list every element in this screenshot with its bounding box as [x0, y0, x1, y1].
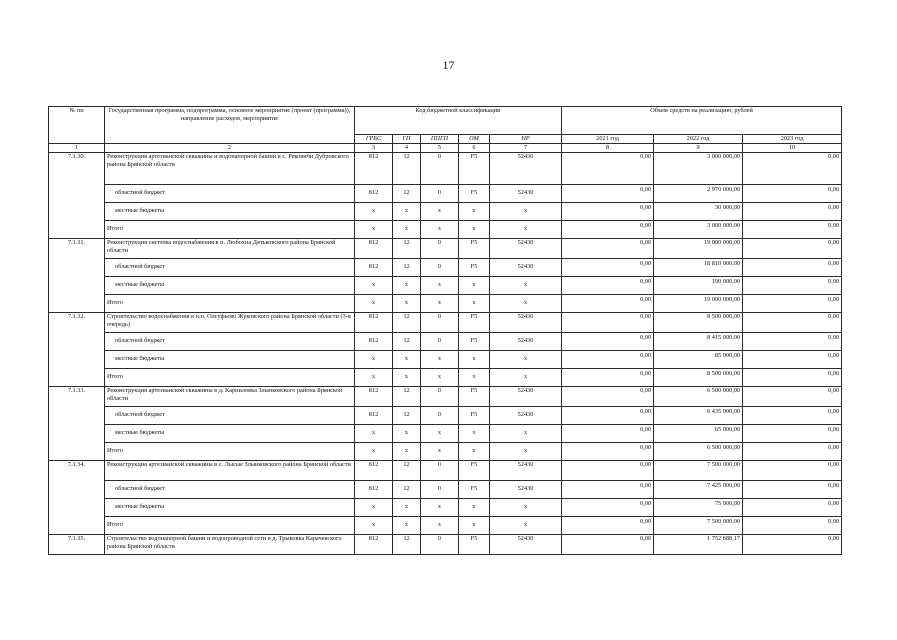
om-cell: F5	[459, 386, 490, 406]
amount-2022-cell: 19 000 000,00	[654, 294, 743, 312]
table-row-main	[49, 312, 842, 332]
grbs-cell: x	[355, 498, 393, 516]
amount-2021-cell: 0,00	[562, 480, 654, 498]
grbs-cell: x	[355, 294, 393, 312]
item-name: местные бюджеты	[105, 276, 355, 294]
item-name: местные бюджеты	[105, 424, 355, 442]
amount-2023-cell: 0,00	[743, 202, 842, 220]
amount-2022-cell: 7 425 000,00	[654, 480, 743, 498]
item-name: областной бюджет	[105, 480, 355, 498]
gp-cell: x	[393, 498, 421, 516]
amount-2021-cell: 0,00	[562, 184, 654, 202]
om-cell: x	[459, 202, 490, 220]
header-nr: НР	[490, 135, 562, 144]
amount-2022-cell: 65 000,00	[654, 424, 743, 442]
ppgp-cell: 0	[421, 386, 459, 406]
amount-2022-cell: 6 500 000,00	[654, 442, 743, 460]
nr-cell: x	[490, 368, 562, 386]
column-number: 10	[743, 144, 842, 153]
item-number: 7.1.31.	[49, 238, 105, 312]
grbs-cell: x	[355, 442, 393, 460]
om-cell: x	[459, 368, 490, 386]
ppgp-cell: 0	[421, 238, 459, 258]
item-name: Строительство водонапорной башни и водопроводной сети в д. Трыковка Карачевского района Брянской области	[105, 534, 355, 554]
om-cell: x	[459, 424, 490, 442]
item-name: областной бюджет	[105, 184, 355, 202]
amount-2021-cell: 0,00	[562, 368, 654, 386]
grbs-cell: x	[355, 516, 393, 534]
column-number: 9	[654, 144, 743, 153]
header-year-2022: 2022 год	[654, 135, 743, 144]
ppgp-cell: x	[421, 442, 459, 460]
gp-cell: x	[393, 350, 421, 368]
amount-2021-cell: 0,00	[562, 294, 654, 312]
table-row-sub	[49, 516, 842, 534]
table-row-sub	[49, 406, 842, 424]
header-col-name: Государственная программа, подпрограмма, основное мероприятие (проект (программа)), направление расходов, мероприятие	[105, 107, 355, 144]
om-cell: F5	[459, 406, 490, 424]
grbs-cell: 812	[355, 406, 393, 424]
grbs-cell: 812	[355, 332, 393, 350]
om-cell: x	[459, 516, 490, 534]
column-number: 1	[49, 144, 105, 153]
nr-cell: 52430	[490, 184, 562, 202]
nr-cell: x	[490, 294, 562, 312]
nr-cell: x	[490, 350, 562, 368]
gp-cell: 12	[393, 152, 421, 184]
amount-2023-cell: 0,00	[743, 368, 842, 386]
grbs-cell: 812	[355, 184, 393, 202]
gp-cell: x	[393, 294, 421, 312]
grbs-cell: 812	[355, 534, 393, 554]
header-code-group: Код бюджетной классификации	[355, 107, 562, 135]
item-name: Реконструкция системы водоснабжения в п. Любохна Дятьковского района Брянской области	[105, 238, 355, 258]
grbs-cell: 812	[355, 258, 393, 276]
table-row-sub	[49, 294, 842, 312]
amount-2022-cell: 6 500 000,00	[654, 386, 743, 406]
amount-2023-cell: 0,00	[743, 460, 842, 480]
gp-cell: 12	[393, 184, 421, 202]
amount-2021-cell: 0,00	[562, 442, 654, 460]
ppgp-cell: x	[421, 424, 459, 442]
item-number: 7.1.30.	[49, 152, 105, 238]
amount-2023-cell: 0,00	[743, 442, 842, 460]
grbs-cell: 812	[355, 460, 393, 480]
om-cell: x	[459, 498, 490, 516]
item-name: Реконструкция артезианской скважины и водонапорной башни в с. Рековичи Дубровского района Брянской области	[105, 152, 355, 184]
nr-cell: 52430	[490, 386, 562, 406]
nr-cell: x	[490, 424, 562, 442]
amount-2022-cell: 18 810 000,00	[654, 258, 743, 276]
amount-2023-cell: 0,00	[743, 184, 842, 202]
column-number: 4	[393, 144, 421, 153]
amount-2021-cell: 0,00	[562, 350, 654, 368]
table-row-sub	[49, 220, 842, 238]
amount-2021-cell: 0,00	[562, 202, 654, 220]
ppgp-cell: 0	[421, 332, 459, 350]
amount-2023-cell: 0,00	[743, 220, 842, 238]
page-number: 17	[442, 58, 455, 72]
amount-2023-cell: 0,00	[743, 424, 842, 442]
grbs-cell: 812	[355, 386, 393, 406]
ppgp-cell: x	[421, 368, 459, 386]
item-name: Итого	[105, 442, 355, 460]
gp-cell: 12	[393, 258, 421, 276]
table-row-sub	[49, 202, 842, 220]
gp-cell: x	[393, 220, 421, 238]
column-number: 2	[105, 144, 355, 153]
table-row-sub	[49, 498, 842, 516]
nr-cell: 52430	[490, 238, 562, 258]
nr-cell: x	[490, 276, 562, 294]
grbs-cell: 812	[355, 152, 393, 184]
gp-cell: 12	[393, 312, 421, 332]
nr-cell: x	[490, 220, 562, 238]
ppgp-cell: x	[421, 276, 459, 294]
nr-cell: 52430	[490, 258, 562, 276]
table-row-main	[49, 386, 842, 406]
column-number-row	[49, 144, 842, 153]
om-cell: x	[459, 350, 490, 368]
column-number: 6	[459, 144, 490, 153]
amount-2022-cell: 30 000,00	[654, 202, 743, 220]
nr-cell: 52430	[490, 312, 562, 332]
om-cell: x	[459, 294, 490, 312]
ppgp-cell: 0	[421, 312, 459, 332]
item-number: 7.1.34.	[49, 460, 105, 534]
om-cell: F5	[459, 332, 490, 350]
ppgp-cell: 0	[421, 258, 459, 276]
grbs-cell: x	[355, 276, 393, 294]
grbs-cell: 812	[355, 238, 393, 258]
item-number: 7.1.35.	[49, 534, 105, 554]
amount-2022-cell: 6 435 000,00	[654, 406, 743, 424]
ppgp-cell: x	[421, 220, 459, 238]
gp-cell: x	[393, 516, 421, 534]
ppgp-cell: x	[421, 202, 459, 220]
amount-2023-cell: 0,00	[743, 350, 842, 368]
amount-2023-cell: 0,00	[743, 498, 842, 516]
table-row-sub	[49, 442, 842, 460]
amount-2021-cell: 0,00	[562, 152, 654, 184]
table-row-sub	[49, 424, 842, 442]
amount-2021-cell: 0,00	[562, 276, 654, 294]
item-name: областной бюджет	[105, 406, 355, 424]
nr-cell: x	[490, 498, 562, 516]
amount-2023-cell: 0,00	[743, 238, 842, 258]
grbs-cell: x	[355, 220, 393, 238]
amount-2023-cell: 0,00	[743, 534, 842, 554]
ppgp-cell: x	[421, 516, 459, 534]
amount-2022-cell: 8 500 000,00	[654, 312, 743, 332]
amount-2022-cell: 75 000,00	[654, 498, 743, 516]
table-row-sub	[49, 258, 842, 276]
header-col-number: № пп	[49, 107, 105, 144]
gp-cell: 12	[393, 406, 421, 424]
amount-2022-cell: 8 500 000,00	[654, 368, 743, 386]
gp-cell: 12	[393, 480, 421, 498]
amount-2021-cell: 0,00	[562, 534, 654, 554]
table-row-sub	[49, 184, 842, 202]
gp-cell: 12	[393, 332, 421, 350]
nr-cell: 52430	[490, 152, 562, 184]
ppgp-cell: x	[421, 294, 459, 312]
amount-2022-cell: 190 000,00	[654, 276, 743, 294]
amount-2023-cell: 0,00	[743, 312, 842, 332]
header-gp: ГП	[393, 135, 421, 144]
amount-2022-cell: 3 000 000,00	[654, 152, 743, 184]
item-name: Итого	[105, 294, 355, 312]
amount-2023-cell: 0,00	[743, 480, 842, 498]
column-number: 3	[355, 144, 393, 153]
ppgp-cell: 0	[421, 460, 459, 480]
amount-2021-cell: 0,00	[562, 220, 654, 238]
amount-2022-cell: 8 415 000,00	[654, 332, 743, 350]
grbs-cell: 812	[355, 312, 393, 332]
table-row-main	[49, 152, 842, 184]
amount-2021-cell: 0,00	[562, 312, 654, 332]
amount-2023-cell: 0,00	[743, 258, 842, 276]
amount-2023-cell: 0,00	[743, 332, 842, 350]
table-row-sub	[49, 276, 842, 294]
column-number: 7	[490, 144, 562, 153]
amount-2022-cell: 7 500 000,00	[654, 516, 743, 534]
item-name: Реконструкция артезианской скважины в д. Карпиловка Злынковского района Брянской области	[105, 386, 355, 406]
om-cell: x	[459, 442, 490, 460]
amount-2023-cell: 0,00	[743, 152, 842, 184]
gp-cell: x	[393, 202, 421, 220]
item-number: 7.1.32.	[49, 312, 105, 386]
amount-2021-cell: 0,00	[562, 516, 654, 534]
om-cell: x	[459, 276, 490, 294]
om-cell: F5	[459, 184, 490, 202]
ppgp-cell: x	[421, 350, 459, 368]
gp-cell: x	[393, 368, 421, 386]
amount-2022-cell: 19 000 000,00	[654, 238, 743, 258]
ppgp-cell: 0	[421, 406, 459, 424]
table-row-main	[49, 460, 842, 480]
item-number: 7.1.33.	[49, 386, 105, 460]
item-name: Итого	[105, 368, 355, 386]
item-name: местные бюджеты	[105, 498, 355, 516]
grbs-cell: x	[355, 350, 393, 368]
ppgp-cell: 0	[421, 152, 459, 184]
amount-2023-cell: 0,00	[743, 386, 842, 406]
grbs-cell: 812	[355, 480, 393, 498]
om-cell: F5	[459, 480, 490, 498]
amount-2023-cell: 0,00	[743, 406, 842, 424]
amount-2021-cell: 0,00	[562, 424, 654, 442]
item-name: областной бюджет	[105, 258, 355, 276]
amount-2022-cell: 2 970 000,00	[654, 184, 743, 202]
gp-cell: 12	[393, 386, 421, 406]
om-cell: F5	[459, 258, 490, 276]
table-row-sub	[49, 350, 842, 368]
amount-2021-cell: 0,00	[562, 460, 654, 480]
om-cell: F5	[459, 152, 490, 184]
nr-cell: 52430	[490, 480, 562, 498]
ppgp-cell: 0	[421, 184, 459, 202]
header-row	[49, 107, 842, 135]
table-row-sub	[49, 332, 842, 350]
amount-2021-cell: 0,00	[562, 258, 654, 276]
gp-cell: 12	[393, 238, 421, 258]
nr-cell: x	[490, 202, 562, 220]
amount-2021-cell: 0,00	[562, 386, 654, 406]
amount-2022-cell: 1 752 688,17	[654, 534, 743, 554]
amount-2023-cell: 0,00	[743, 276, 842, 294]
om-cell: F5	[459, 534, 490, 554]
header-year-2023: 2023 год	[743, 135, 842, 144]
ppgp-cell: 0	[421, 480, 459, 498]
nr-cell: 52430	[490, 460, 562, 480]
om-cell: x	[459, 220, 490, 238]
table-row-sub	[49, 480, 842, 498]
om-cell: F5	[459, 238, 490, 258]
item-name: местные бюджеты	[105, 350, 355, 368]
nr-cell: 52430	[490, 534, 562, 554]
table-row-main	[49, 238, 842, 258]
ppgp-cell: x	[421, 498, 459, 516]
header-grbs: ГРБС	[355, 135, 393, 144]
header-funds-group: Объем средств на реализацию, рублей	[562, 107, 842, 135]
nr-cell: 52430	[490, 406, 562, 424]
item-name: Строительство водоснабжения в н.п. Олсуфьево Жуковского района Брянской области (3-я очередь)	[105, 312, 355, 332]
gp-cell: 12	[393, 534, 421, 554]
item-name: Итого	[105, 220, 355, 238]
header-year-2021: 2021 год	[562, 135, 654, 144]
amount-2022-cell: 3 000 000,00	[654, 220, 743, 238]
amount-2023-cell: 0,00	[743, 294, 842, 312]
amount-2023-cell: 0,00	[743, 516, 842, 534]
grbs-cell: x	[355, 424, 393, 442]
grbs-cell: x	[355, 202, 393, 220]
amount-2022-cell: 7 500 000,00	[654, 460, 743, 480]
table-row-sub	[49, 368, 842, 386]
gp-cell: x	[393, 442, 421, 460]
item-name: областной бюджет	[105, 332, 355, 350]
column-number: 5	[421, 144, 459, 153]
table-row-main	[49, 534, 842, 554]
nr-cell: x	[490, 516, 562, 534]
item-name: Реконструкция артезианской скважины в с. Лысые Злынковского района Брянской области	[105, 460, 355, 480]
ppgp-cell: 0	[421, 534, 459, 554]
item-name: местные бюджеты	[105, 202, 355, 220]
header-om: ОМ	[459, 135, 490, 144]
om-cell: F5	[459, 460, 490, 480]
gp-cell: x	[393, 424, 421, 442]
gp-cell: 12	[393, 460, 421, 480]
om-cell: F5	[459, 312, 490, 332]
amount-2021-cell: 0,00	[562, 406, 654, 424]
amount-2021-cell: 0,00	[562, 238, 654, 258]
nr-cell: 52430	[490, 332, 562, 350]
item-name: Итого	[105, 516, 355, 534]
amount-2021-cell: 0,00	[562, 332, 654, 350]
column-number: 8	[562, 144, 654, 153]
budget-table	[48, 106, 842, 555]
header-ppgp: ППГП	[421, 135, 459, 144]
gp-cell: x	[393, 276, 421, 294]
amount-2021-cell: 0,00	[562, 498, 654, 516]
nr-cell: x	[490, 442, 562, 460]
amount-2022-cell: 85 000,00	[654, 350, 743, 368]
grbs-cell: x	[355, 368, 393, 386]
